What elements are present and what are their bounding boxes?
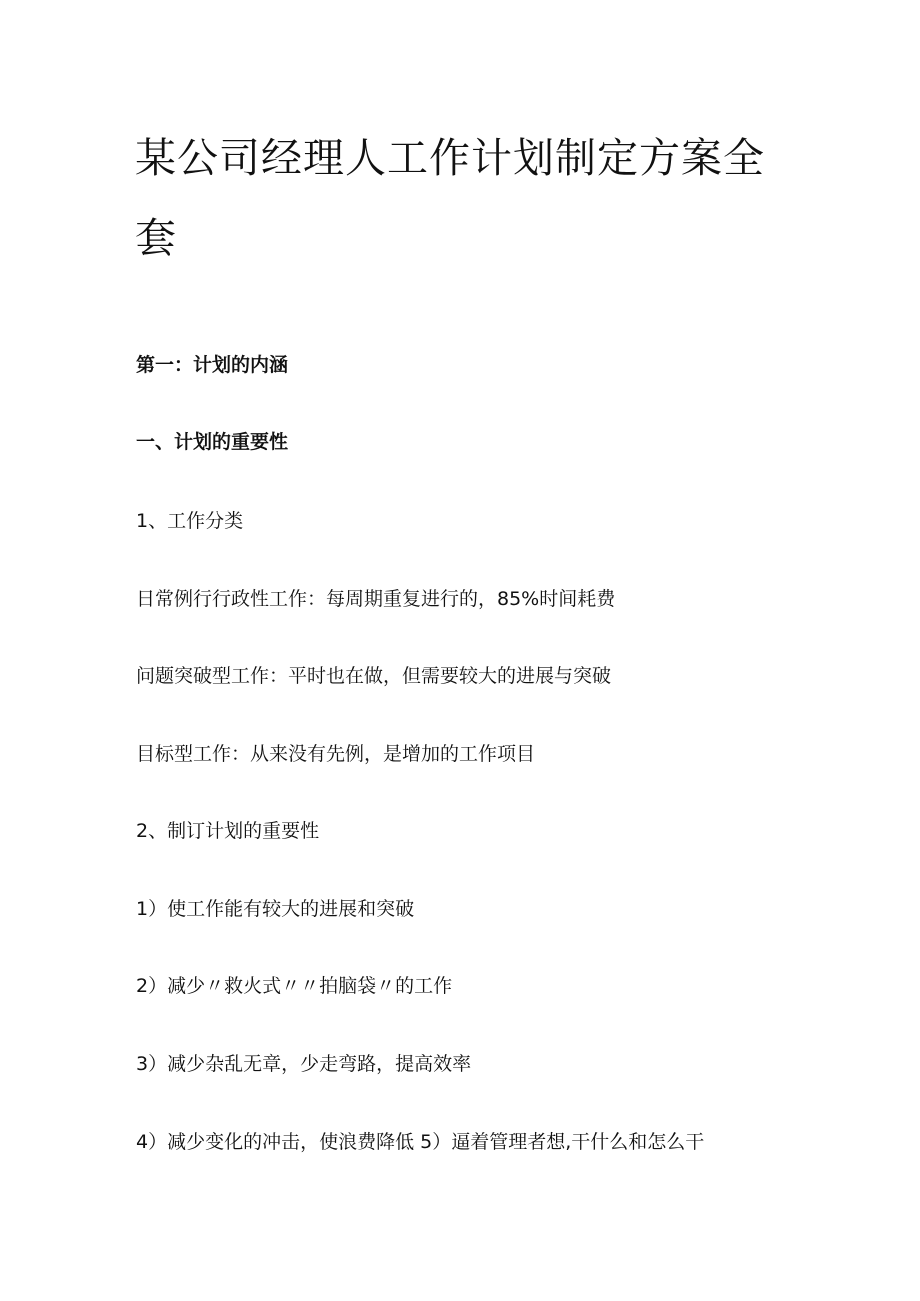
- list-item: 3）减少杂乱无章，少走弯路，提高效率: [136, 1053, 472, 1075]
- chapter-heading: 第一：计划的内涵: [136, 354, 289, 376]
- paragraph-line: 目标型工作：从来没有先例，是增加的工作项目: [136, 743, 536, 765]
- document-title: 某公司经理人工作计划制定方案全套: [135, 134, 765, 262]
- list-item: 2）减少〃救火式〃〃拍脑袋〃的工作: [136, 975, 453, 997]
- subsection-heading: 2、制订计划的重要性: [136, 820, 320, 842]
- section-heading: 一、计划的重要性: [136, 431, 289, 453]
- subsection-heading: 1、工作分类: [136, 510, 244, 532]
- paragraph-line: 问题突破型工作：平时也在做，但需要较大的进展与突破: [136, 665, 612, 687]
- paragraph-line: 日常例行行政性工作：每周期重复进行的，85%时间耗费: [136, 588, 616, 610]
- list-item: 1）使工作能有较大的进展和突破: [136, 898, 415, 920]
- list-item: 4）减少变化的冲击，使浪费降低 5）逼着管理者想,干什么和怎么干: [136, 1131, 705, 1153]
